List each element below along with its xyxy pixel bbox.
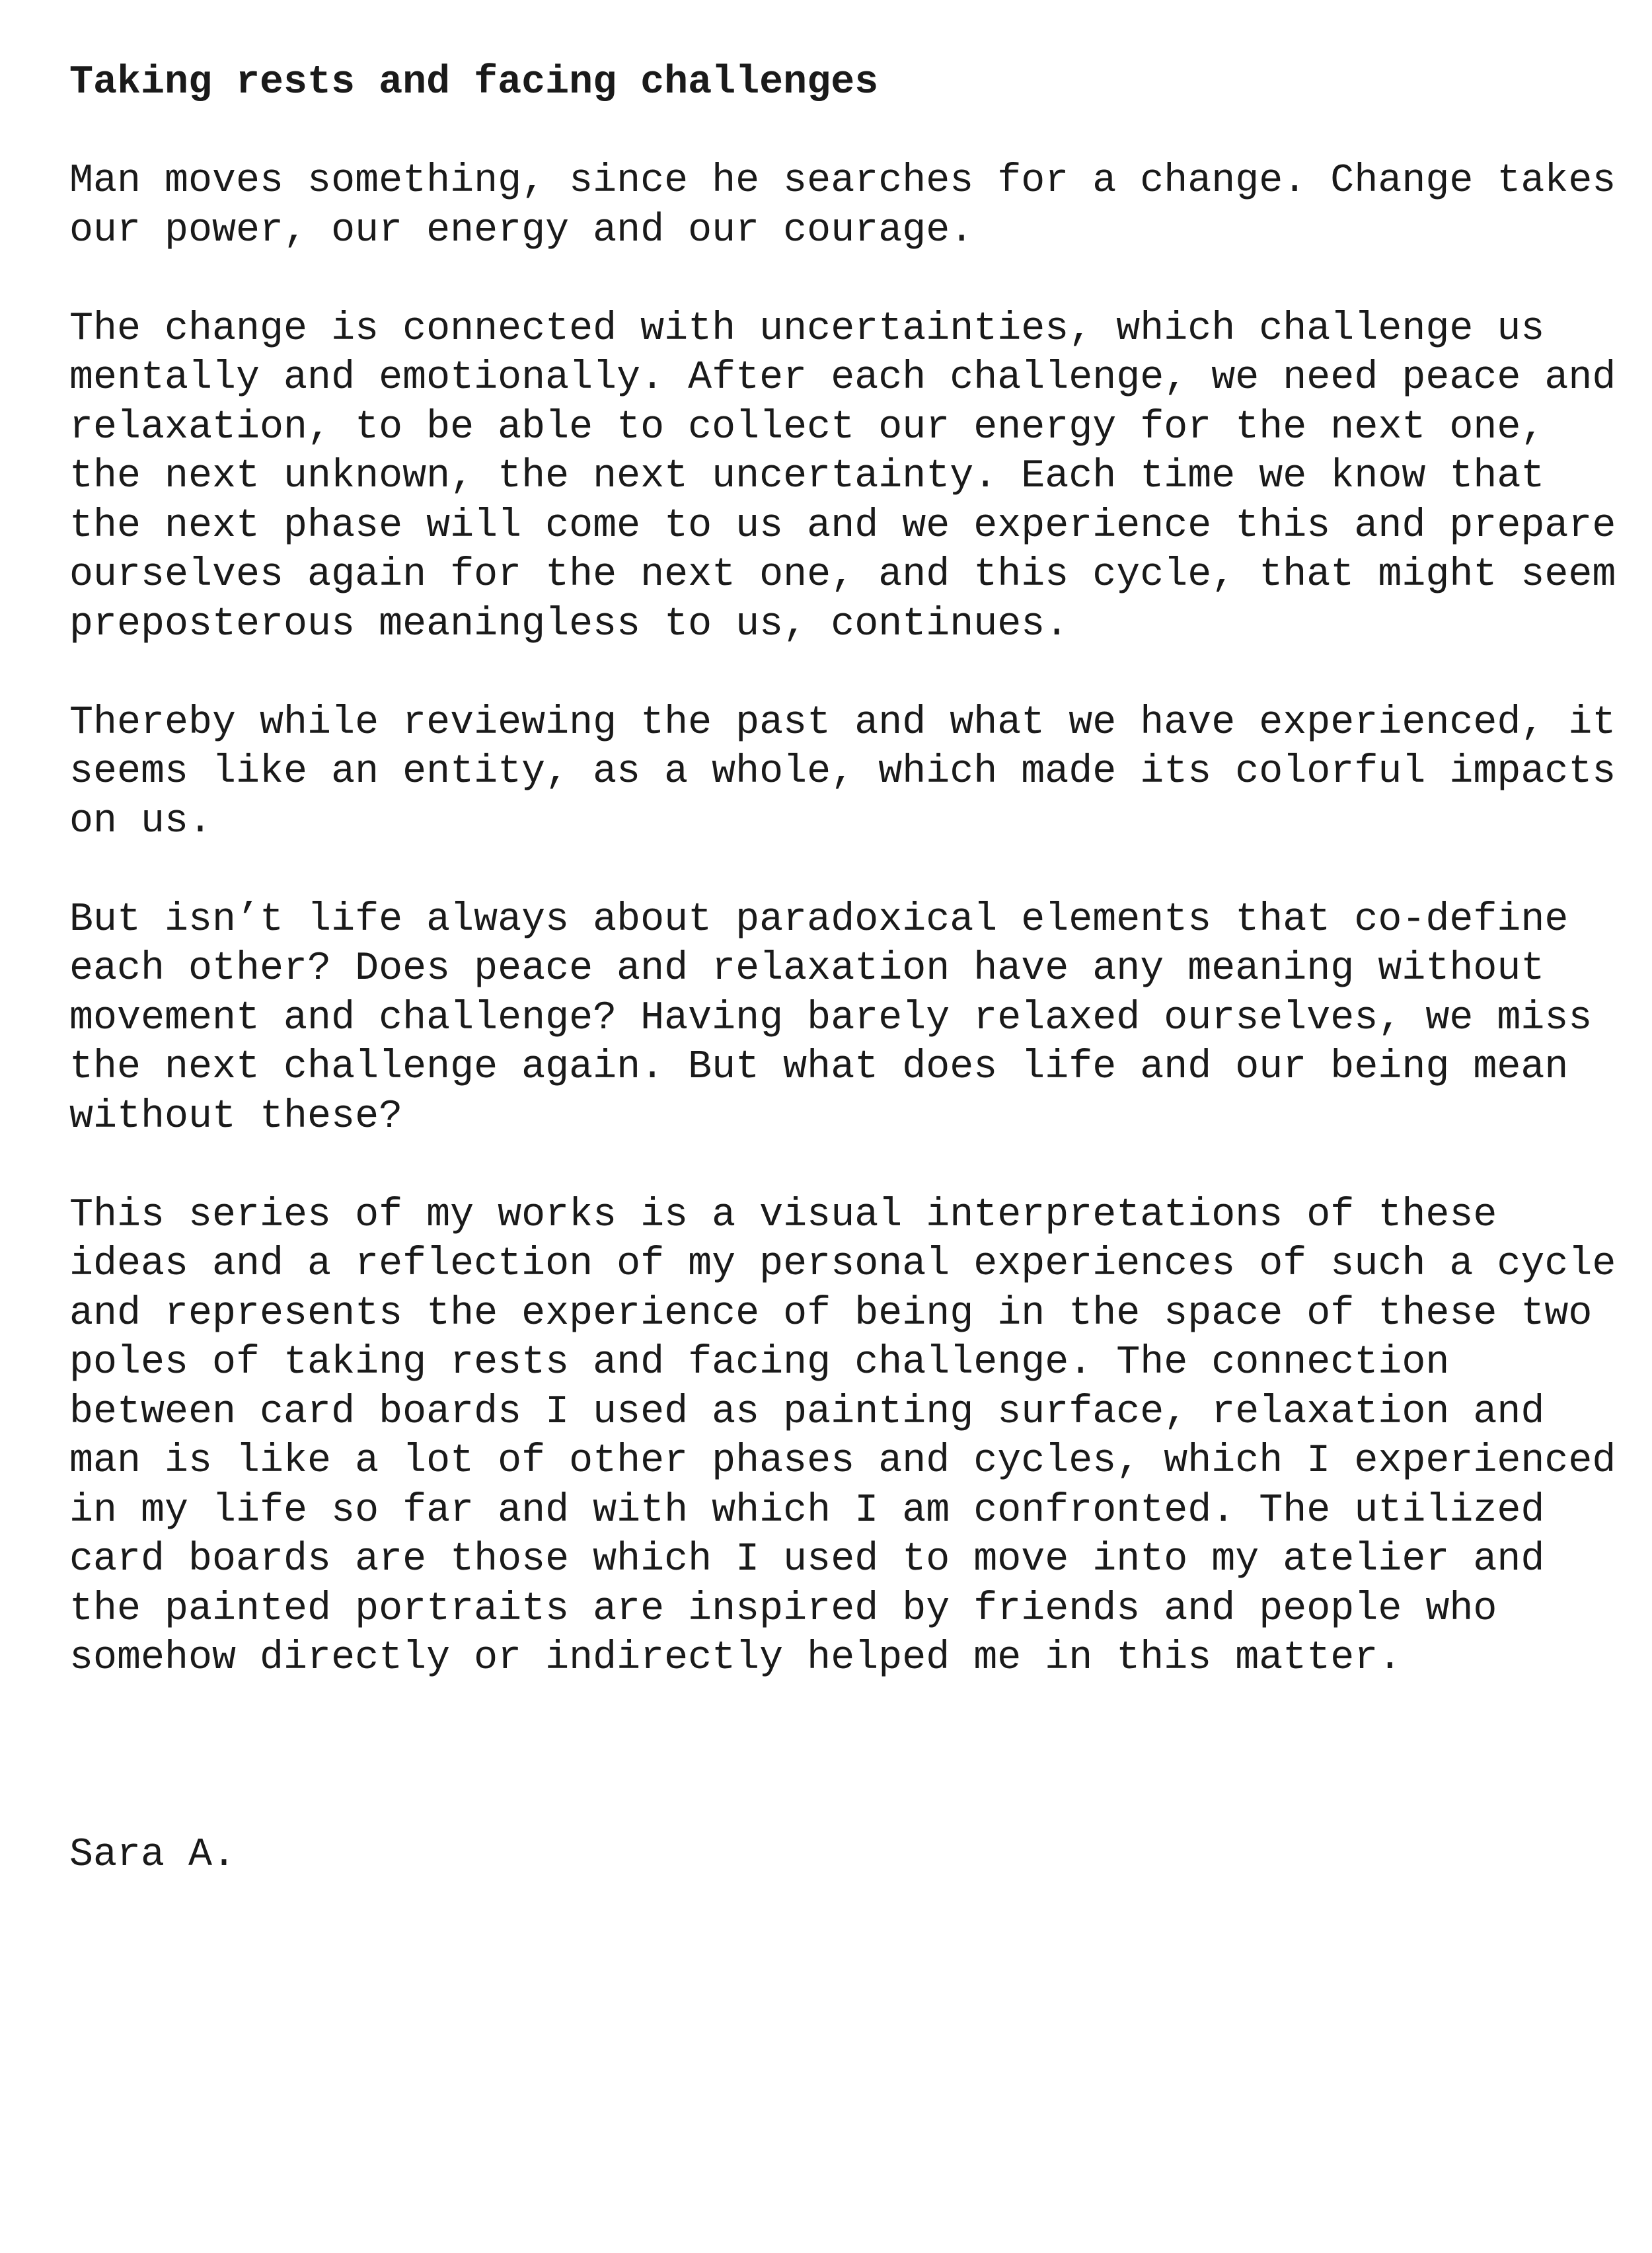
paragraph-line: But isn’t life always about paradoxical elements that co-define <box>69 897 1569 942</box>
paragraph-line: the painted portraits are inspired by friends and people who <box>69 1586 1497 1632</box>
paragraph-line: the next challenge again. But what does life and our being mean <box>69 1045 1569 1090</box>
paragraph-3 <box>69 699 1616 847</box>
paragraph-line: seems like an entity, as a whole, which made its colorful impacts <box>69 749 1616 794</box>
paragraph-line: Man moves something, since he searches for a change. Change takes <box>69 159 1616 204</box>
paragraph-line: our power, our energy and our courage. <box>69 208 974 253</box>
paragraph-line: somehow directly or indirectly helped me in this matter. <box>69 1636 1402 1681</box>
paragraph-line: relaxation, to be able to collect our energy for the next one, <box>69 404 1545 450</box>
signature: Sara A. <box>69 1833 237 1878</box>
paragraph-line: preposterous meaningless to us, continues. <box>69 601 1069 647</box>
paragraph-line: ideas and a reflection of my personal experiences of such a cycle <box>69 1242 1616 1287</box>
paragraph-line: movement and challenge? Having barely relaxed ourselves, we miss <box>69 995 1593 1041</box>
paragraph-1 <box>69 157 1616 255</box>
paragraph-5 <box>69 1191 1616 1683</box>
paragraph-line: each other? Does peace and relaxation have any meaning without <box>69 946 1545 991</box>
paragraph-2 <box>69 305 1616 650</box>
paragraph-line: The change is connected with uncertainties, which challenge us <box>69 306 1545 352</box>
paragraph-line: the next unknown, the next uncertainty. Each time we know that <box>69 454 1545 499</box>
paragraph-line: Thereby while reviewing the past and what we have experienced, it <box>69 700 1616 745</box>
paragraph-line: on us. <box>69 798 213 844</box>
paragraph-line: card boards are those which I used to move into my atelier and <box>69 1537 1545 1582</box>
document-page <box>69 58 1616 1880</box>
paragraph-line: the next phase will come to us and we experience this and prepare <box>69 503 1616 549</box>
paragraph-line: in my life so far and with which I am confronted. The utilized <box>69 1488 1545 1533</box>
paragraph-line: without these? <box>69 1094 403 1139</box>
paragraph-line: man is like a lot of other phases and cycles, which I experienced <box>69 1439 1616 1484</box>
paragraph-line: between card boards I used as painting surface, relaxation and <box>69 1389 1545 1435</box>
paragraph-4 <box>69 896 1602 1142</box>
paragraph-line: poles of taking rests and facing challenge. The connection <box>69 1340 1450 1385</box>
document-title: Taking rests and facing challenges <box>69 60 879 105</box>
paragraph-line: ourselves again for the next one, and this cycle, that might seem <box>69 553 1616 597</box>
paragraph-line: mentally and emotionally. After each challenge, we need peace and <box>69 356 1616 401</box>
paragraph-line: This series of my works is a visual interpretations of these <box>69 1192 1497 1238</box>
paragraph-line: and represents the experience of being in the space of these two <box>69 1291 1593 1336</box>
